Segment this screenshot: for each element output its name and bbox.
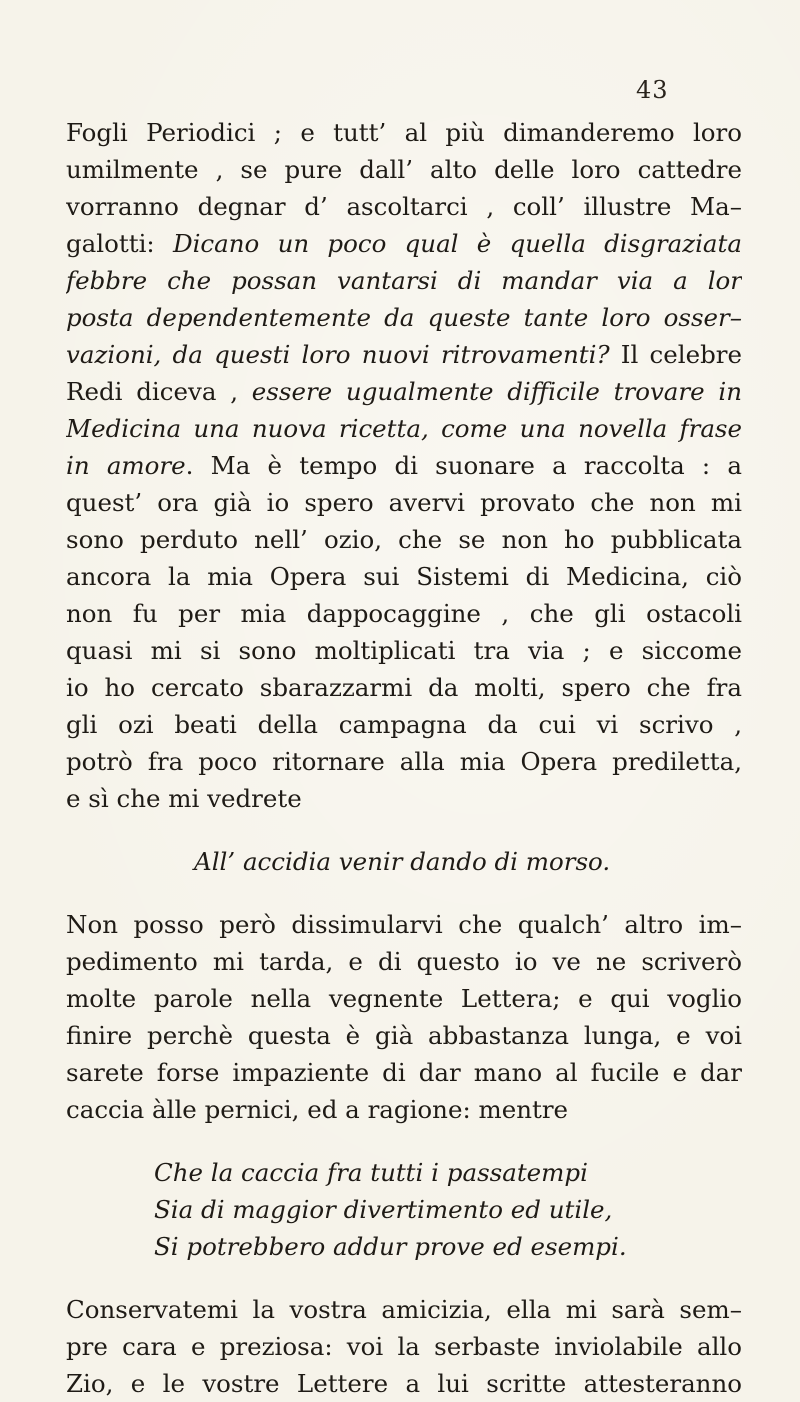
text-line	[66, 706, 742, 743]
text-segment: sono perduto nell’ ozio, che se non ho pubblicata	[66, 525, 742, 554]
text-segment: non fu per mia dappocaggine , che gli ostacoli	[66, 599, 742, 628]
page-number: 43	[636, 76, 669, 104]
page-text	[66, 114, 742, 1402]
italic-segment: essere ugualmente difficile trovare in	[251, 377, 742, 406]
text-segment: Fogli Periodici ; e tutt’ al più dimanderemo loro	[66, 118, 742, 147]
verse-line-3: Si potrebbero addur prove ed esempi.	[154, 1232, 627, 1261]
text-line	[66, 410, 742, 447]
italic-segment: posta dependentemente da queste tante loro osser–	[66, 303, 742, 332]
text-segment: Zio, e le vostre Lettere a lui scritte attesteranno	[66, 1369, 742, 1398]
text-line	[66, 225, 742, 262]
text-line	[66, 299, 742, 336]
text-line	[66, 521, 742, 558]
text-line	[66, 1328, 742, 1365]
italic-segment: Medicina una nuova ricetta, come una novella frase	[66, 414, 742, 443]
verse-line-2: Sia di maggior divertimento ed utile,	[154, 1195, 613, 1224]
verse-line-1: Che la caccia fra tutti i passatempi	[154, 1158, 588, 1187]
text-line	[66, 484, 742, 521]
text-segment: Conservatemi la vostra amicizia, ella mi sarà sem–	[66, 1295, 742, 1324]
text-line	[66, 262, 742, 299]
text-segment: umilmente , se pure dall’ alto delle loro cattedre	[66, 155, 742, 184]
text-line	[66, 780, 742, 817]
text-line	[66, 336, 742, 373]
text-line	[66, 743, 742, 780]
text-segment: galotti:	[66, 229, 173, 258]
text-segment: e sì che mi vedrete	[66, 784, 302, 813]
paragraph-3	[66, 1291, 742, 1402]
text-line	[66, 373, 742, 410]
text-segment: quasi mi si sono moltiplicati tra via ; e siccome	[66, 636, 742, 665]
text-segment: gli ozi beati della campagna da cui vi scrivo ,	[66, 710, 742, 739]
text-line	[66, 1054, 742, 1091]
italic-segment: Dicano un poco qual è quella disgraziata	[172, 229, 742, 258]
paragraph-2	[66, 906, 742, 1128]
text-segment: Non posso però dissimularvi che qualch’ altro im–	[66, 910, 742, 939]
text-segment: Il celebre	[609, 340, 742, 369]
text-line	[66, 980, 742, 1017]
text-segment: finire perchè questa è già abbastanza lunga, e voi	[66, 1021, 742, 1050]
text-segment: quest’ ora già io spero avervi provato che non mi	[66, 488, 742, 517]
text-line	[66, 447, 742, 484]
text-segment: pedimento mi tarda, e di questo io ve ne scriverò	[66, 947, 742, 976]
text-segment: io ho cercato sbarazzarmi da molti, spero che fra	[66, 673, 742, 702]
text-line	[66, 1291, 742, 1328]
text-segment: vorranno degnar d’ ascoltarci , coll’ illustre Ma–	[66, 192, 742, 221]
text-line	[66, 669, 742, 706]
text-line	[66, 1091, 742, 1128]
italic-segment: febbre che possan vantarsi di mandar via a lor	[66, 266, 742, 295]
text-segment: Redi diceva ,	[66, 377, 252, 406]
text-line	[66, 943, 742, 980]
text-segment: . Ma è tempo di suonare a raccolta : a	[185, 451, 742, 480]
paragraph-1	[66, 114, 742, 817]
text-segment: molte parole nella vegnente Lettera; e qui voglio	[66, 984, 742, 1013]
text-segment: potrò fra poco ritornare alla mia Opera prediletta,	[66, 747, 742, 776]
text-line	[66, 595, 742, 632]
text-line	[66, 1017, 742, 1054]
italic-segment: vazioni, da questi loro nuovi ritrovamenti?	[66, 340, 610, 369]
text-segment: sarete forse impaziente di dar mano al fucile e dar	[66, 1058, 742, 1087]
text-line	[66, 151, 742, 188]
text-line	[66, 906, 742, 943]
text-segment: pre cara e preziosa: voi la serbaste inviolabile allo	[66, 1332, 742, 1361]
quote-accidia: All’ accidia venir dando di morso.	[194, 847, 611, 876]
text-line	[66, 188, 742, 225]
text-line	[66, 632, 742, 669]
text-line	[66, 1365, 742, 1402]
text-line	[66, 558, 742, 595]
italic-segment: in amore	[66, 451, 186, 480]
text-line	[66, 114, 742, 151]
text-segment: ancora la mia Opera sui Sistemi di Medicina, ciò	[66, 562, 742, 591]
text-segment: caccia àlle pernici, ed a ragione: mentre	[66, 1095, 569, 1124]
